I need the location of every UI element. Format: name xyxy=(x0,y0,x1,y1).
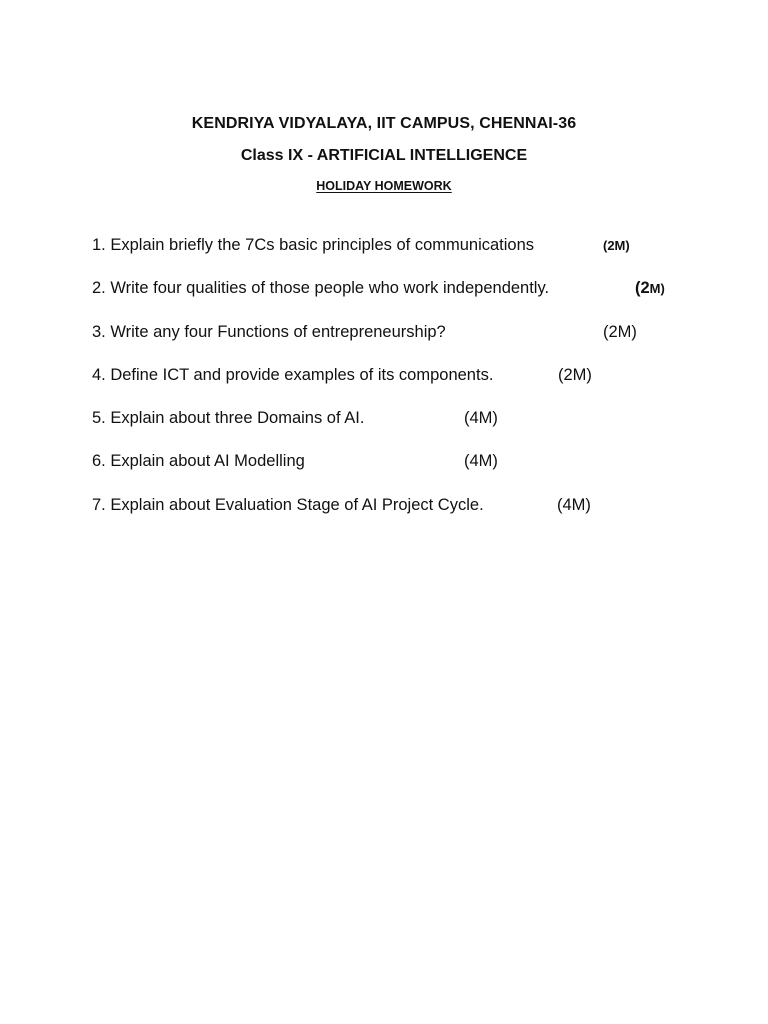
school-name: KENDRIYA VIDYALAYA, IIT CAMPUS, CHENNAI-36 xyxy=(191,115,577,132)
question-marks: (2M) xyxy=(603,238,630,253)
question-5 xyxy=(92,406,752,449)
question-marks xyxy=(635,276,665,301)
question-marks: (4M) xyxy=(464,452,498,471)
question-6 xyxy=(92,449,752,492)
question-marks-open: (2 xyxy=(635,279,650,298)
question-3 xyxy=(92,320,752,363)
question-marks: (2M) xyxy=(558,365,592,384)
question-7 xyxy=(92,493,752,536)
question-4 xyxy=(92,363,752,406)
homework-heading xyxy=(0,179,768,193)
question-list xyxy=(92,233,752,536)
question-text: 4. Define ICT and provide examples of its components. xyxy=(92,365,494,384)
question-marks: (4M) xyxy=(557,495,591,514)
question-text: 6. Explain about AI Modelling xyxy=(92,452,305,471)
question-marks: (2M) xyxy=(603,322,637,341)
homework-heading-text: HOLIDAY HOMEWORK xyxy=(316,179,452,193)
question-1 xyxy=(92,233,752,276)
question-text: 2. Write four qualities of those people who work independently. xyxy=(92,279,550,298)
question-marks-close: M) xyxy=(649,281,665,297)
question-text: 3. Write any four Functions of entrepreneurship? xyxy=(92,322,446,341)
question-text: 7. Explain about Evaluation Stage of AI Project Cycle. xyxy=(92,495,484,514)
question-2 xyxy=(92,276,752,319)
question-marks: (4M) xyxy=(464,409,498,428)
question-text: 1. Explain briefly the 7Cs basic principles of communications xyxy=(92,236,535,254)
question-text: 5. Explain about three Domains of AI. xyxy=(92,409,365,428)
class-subject-title: Class IX - ARTIFICIAL INTELLIGENCE xyxy=(240,147,528,164)
